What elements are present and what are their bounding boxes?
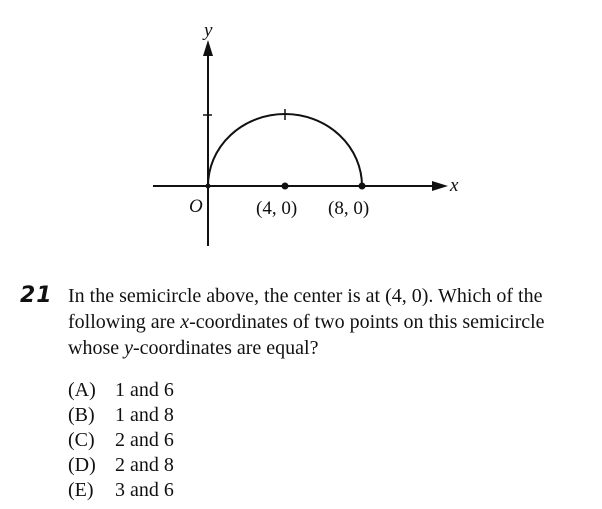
origin-point <box>206 184 211 189</box>
stem-x-variable: x <box>180 311 190 333</box>
stem-text-3: -coordinates are equal? <box>133 337 319 359</box>
x-axis-arrow-icon <box>432 181 448 191</box>
stem-y-variable: y <box>124 337 133 359</box>
choice-letter: (E) <box>68 479 94 501</box>
endpoint-point <box>359 183 366 190</box>
question-stem <box>68 283 588 361</box>
stem-text-2: -coordinates of two points on this semicircle whose <box>68 311 545 359</box>
origin-label: O <box>189 196 203 217</box>
endpoint-label: (8, 0) <box>328 198 370 219</box>
center-label: (4, 0) <box>256 198 298 219</box>
choice-d[interactable] <box>68 453 174 478</box>
choice-letter: (B) <box>68 404 95 426</box>
choice-letter: (D) <box>68 454 96 476</box>
choice-text: 1 and 6 <box>115 379 174 401</box>
choice-b[interactable] <box>68 403 174 428</box>
question-number: 21 <box>20 283 53 308</box>
choice-text: 1 and 8 <box>115 404 174 426</box>
choice-letter: (A) <box>68 379 96 401</box>
choice-text: 3 and 6 <box>115 479 174 501</box>
choice-text: 2 and 8 <box>115 454 174 476</box>
semicircle-curve <box>208 114 362 186</box>
center-point <box>282 183 289 190</box>
choice-letter: (C) <box>68 429 95 451</box>
stem-text-1: In the semicircle above, the center is at (4, 0). Which of the following are <box>68 285 543 333</box>
choice-c[interactable] <box>68 428 174 453</box>
choice-e[interactable] <box>68 478 174 503</box>
y-axis-arrow-icon <box>203 40 213 56</box>
answer-choices <box>68 378 174 503</box>
choice-text: 2 and 6 <box>115 429 174 451</box>
x-axis-label: x <box>450 175 459 196</box>
y-axis-label: y <box>204 20 213 41</box>
choice-a[interactable] <box>68 378 174 403</box>
